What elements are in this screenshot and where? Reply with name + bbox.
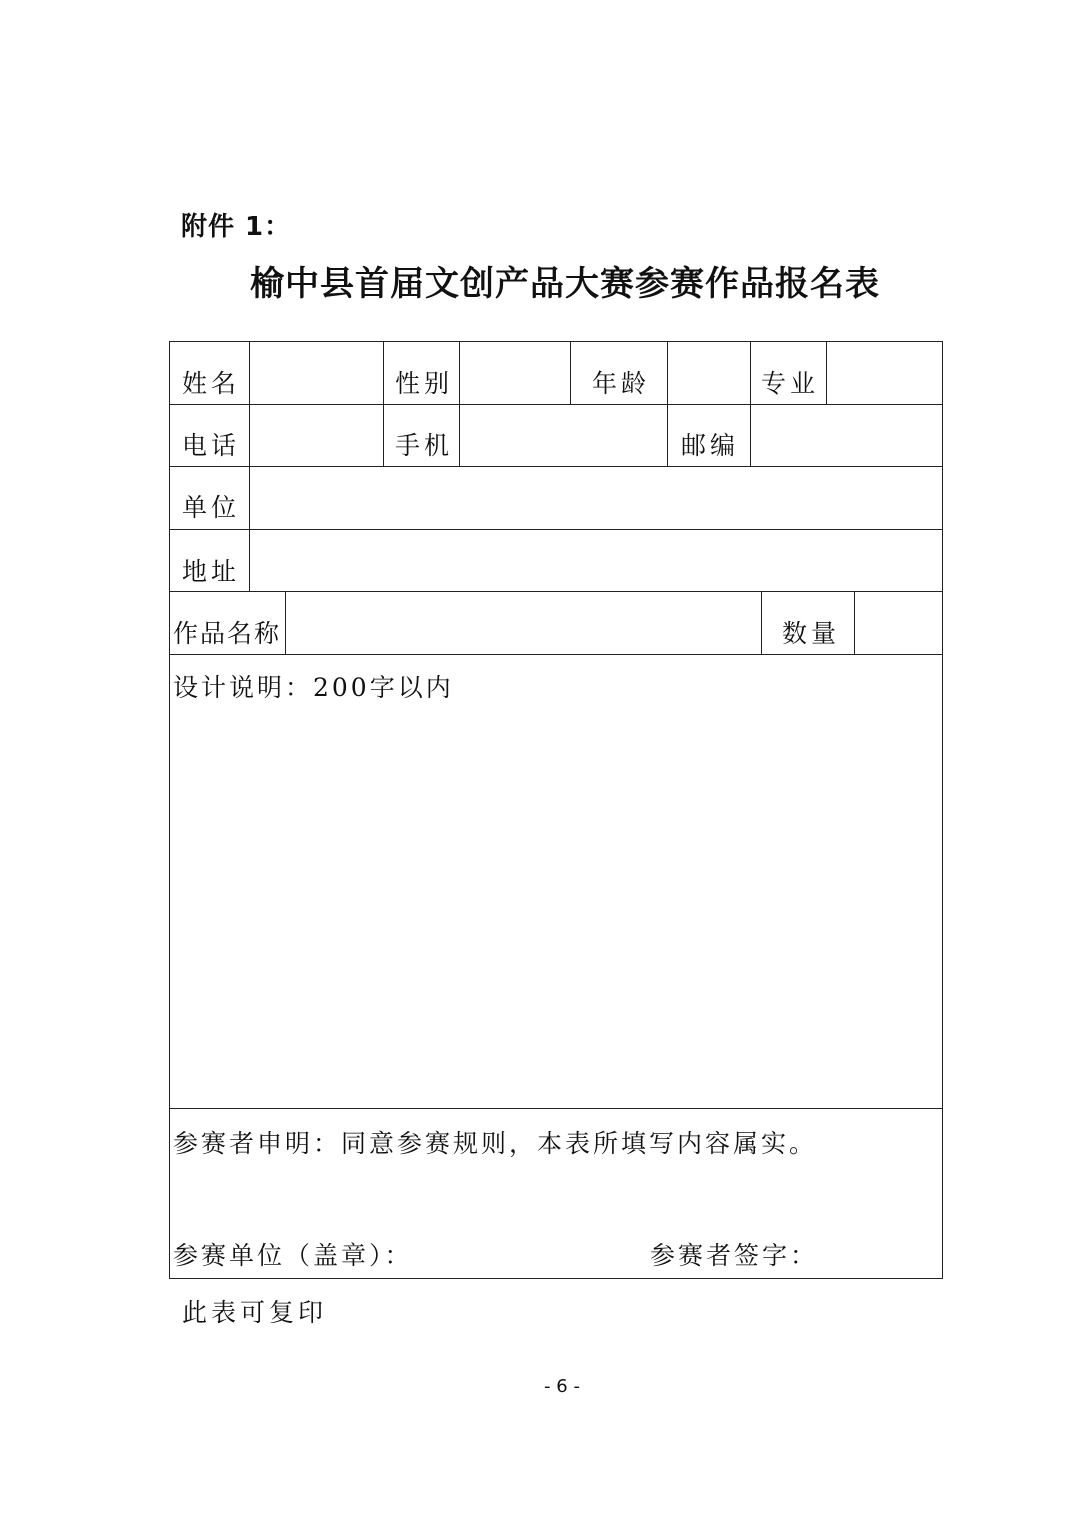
declaration-text: 参赛者申明：同意参赛规则，本表所填写内容属实。 [173,1129,818,1158]
name-field[interactable] [250,342,383,404]
mobile-label: 手机 [395,431,454,460]
address-label: 地址 [182,557,241,586]
unit-field[interactable] [250,466,942,529]
registration-form [169,341,943,1279]
phone-field[interactable] [250,404,383,466]
col-divider [667,404,668,466]
attachment-label: 附件 1： [181,212,292,242]
col-divider [570,342,571,404]
mobile-field[interactable] [460,404,667,466]
col-divider [761,591,762,654]
name-label: 姓名 [182,369,241,398]
gender-label: 性别 [395,369,454,398]
form-title: 榆中县首届文创产品大赛参赛作品报名表 [250,264,880,304]
age-field[interactable] [668,342,750,404]
page-number: - 6 - [544,1376,580,1397]
postcode-label: 邮编 [681,431,740,460]
major-field[interactable] [827,342,942,404]
quantity-label: 数量 [782,619,841,648]
work-name-label: 作品名称 [173,619,282,648]
unit-label: 单位 [182,493,241,522]
row-divider [170,654,942,655]
col-divider [383,342,384,404]
phone-label: 电话 [182,431,241,460]
signature-label: 参赛者签字： [650,1241,819,1270]
row-divider [170,1108,942,1109]
design-note-field[interactable] [170,698,942,1108]
quantity-field[interactable] [855,591,942,654]
address-field[interactable] [250,529,942,591]
work-name-field[interactable] [286,591,761,654]
unit-seal-label: 参赛单位（盖章）： [173,1241,413,1270]
postcode-field[interactable] [751,404,942,466]
footer-note: 此表可复印 [182,1298,328,1327]
gender-field[interactable] [460,342,570,404]
col-divider [383,404,384,466]
age-label: 年龄 [592,369,651,398]
design-note-label: 设计说明：200字以内 [173,673,454,702]
major-label: 专业 [761,369,820,398]
col-divider [750,342,751,404]
